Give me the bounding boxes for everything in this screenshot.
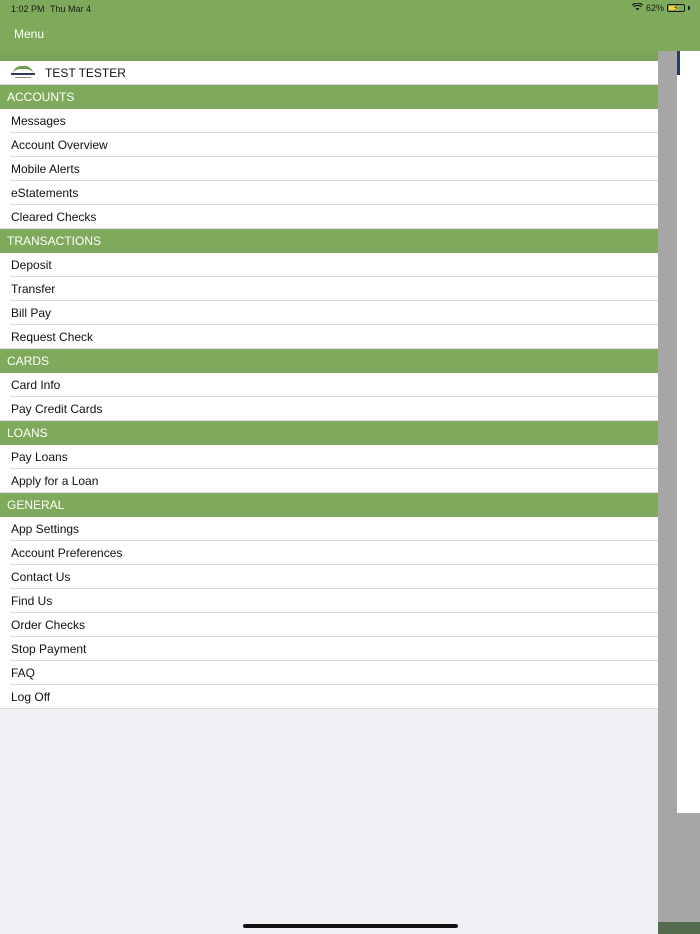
section-header-loans: LOANS: [0, 421, 658, 445]
status-date: Thu Mar 4: [50, 4, 92, 14]
menu-item-pay-loans[interactable]: Pay Loans: [0, 445, 658, 469]
content-card: [677, 51, 700, 813]
bolt-icon: ⚡: [673, 3, 680, 13]
profile-row[interactable]: [0, 61, 658, 85]
menu-item-cleared-checks[interactable]: Cleared Checks: [0, 205, 658, 229]
battery-percent: 62%: [645, 3, 664, 13]
status-bar: [0, 0, 700, 18]
menu-item-contact-us[interactable]: Contact Us: [0, 565, 658, 589]
nav-divider: [0, 51, 658, 61]
menu-item-transfer[interactable]: Transfer: [0, 277, 658, 301]
section-header-general: GENERAL: [0, 493, 658, 517]
nav-bar: [0, 18, 700, 51]
side-menu: [0, 61, 658, 709]
menu-item-pay-credit-cards[interactable]: Pay Credit Cards: [0, 397, 658, 421]
menu-item-faq[interactable]: FAQ: [0, 661, 658, 685]
menu-item-deposit[interactable]: Deposit: [0, 253, 658, 277]
menu-item-account-overview[interactable]: Account Overview: [0, 133, 658, 157]
section-header-accounts: ACCOUNTS: [0, 85, 658, 109]
nav-title: Menu: [14, 27, 45, 41]
section-header-cards: CARDS: [0, 349, 658, 373]
content-card-accent: [677, 51, 680, 75]
content-bottom-strip: [658, 922, 700, 934]
menu-item-order-checks[interactable]: Order Checks: [0, 613, 658, 637]
status-time: 1:02 PM: [11, 4, 45, 14]
section-header-transactions: TRANSACTIONS: [0, 229, 658, 253]
credit-union-logo: [11, 66, 35, 80]
menu-item-app-settings[interactable]: App Settings: [0, 517, 658, 541]
content-panel-peek[interactable]: [658, 51, 700, 934]
status-indicators: [632, 3, 690, 13]
menu-item-stop-payment[interactable]: Stop Payment: [0, 637, 658, 661]
menu-item-messages[interactable]: Messages: [0, 109, 658, 133]
profile-name: TEST TESTER: [45, 65, 126, 80]
wifi-icon: [632, 3, 643, 13]
menu-item-apply-for-loan[interactable]: Apply for a Loan: [0, 469, 658, 493]
menu-item-request-check[interactable]: Request Check: [0, 325, 658, 349]
battery-icon: [667, 4, 685, 12]
menu-item-card-info[interactable]: Card Info: [0, 373, 658, 397]
menu-item-account-preferences[interactable]: Account Preferences: [0, 541, 658, 565]
home-indicator[interactable]: [243, 924, 458, 928]
menu-item-log-off[interactable]: Log Off: [0, 685, 658, 709]
menu-item-mobile-alerts[interactable]: Mobile Alerts: [0, 157, 658, 181]
menu-item-estatements[interactable]: eStatements: [0, 181, 658, 205]
menu-item-find-us[interactable]: Find Us: [0, 589, 658, 613]
menu-item-bill-pay[interactable]: Bill Pay: [0, 301, 658, 325]
